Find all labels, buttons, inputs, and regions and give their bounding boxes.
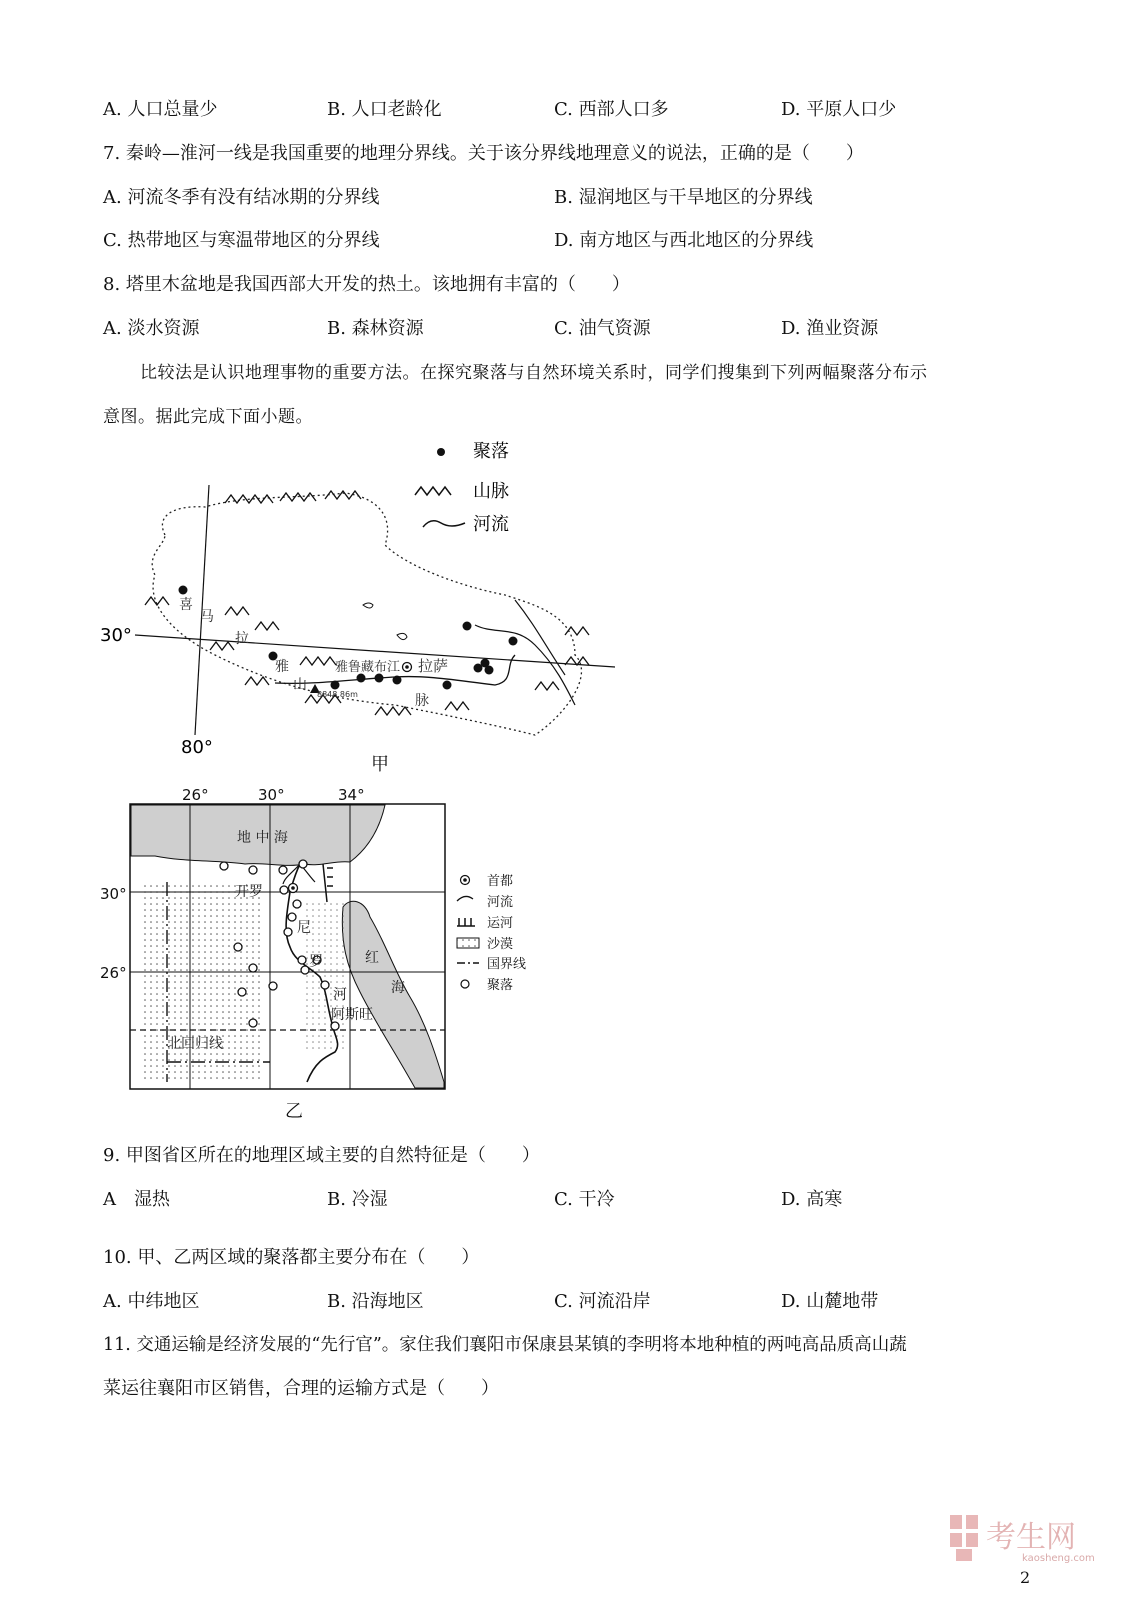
q7-option-d: D. 南方地区与西北地区的分界线	[554, 230, 814, 251]
label-xi: 喜	[179, 597, 193, 613]
q8-option-a: A. 淡水资源	[103, 318, 200, 339]
eastern-river-2	[515, 600, 565, 675]
label-red-2: 海	[391, 980, 405, 996]
legend-river-icon	[423, 521, 465, 527]
lon-80-label: 80°	[181, 737, 213, 758]
q6-option-a: A. 人口总量少	[103, 99, 218, 120]
label-ni: 尼	[297, 920, 311, 936]
legend-river-label: 河流	[473, 514, 509, 535]
map-jia	[95, 435, 615, 775]
lake-1	[363, 603, 373, 608]
q7-option-b: B. 湿润地区与干旱地区的分界线	[554, 187, 813, 208]
legend-mountain-label: 山脉	[473, 481, 509, 502]
label-shan: 山	[293, 677, 307, 693]
svg-text:kaosheng.com: kaosheng.com	[1022, 1553, 1095, 1564]
q8-option-d: D. 渔业资源	[781, 318, 879, 339]
svg-text:运河: 运河	[487, 916, 514, 931]
label-ya: 雅	[275, 659, 289, 675]
map-yi-caption: 乙	[285, 1101, 303, 1122]
svg-text:首都: 首都	[487, 874, 514, 889]
label-cairo: 开罗	[235, 884, 263, 900]
lat-30-label: 30°	[100, 625, 132, 646]
q7-stem: 7. 秦岭—淮河一线是我国重要的地理分界线。关于该分界线地理意义的说法，正确的是（ ）	[103, 143, 864, 164]
q9-option-a: A 湿热	[103, 1189, 170, 1210]
lat-30-yi-label: 30°	[100, 885, 127, 903]
svg-text:河流: 河流	[487, 895, 514, 910]
q10-option-d: D. 山麓地带	[781, 1291, 879, 1312]
tibet-boundary	[152, 493, 581, 735]
legend-settlement-dot	[437, 448, 445, 456]
lon-26-label: 26°	[182, 786, 209, 804]
label-yarlung: 雅鲁藏布江	[335, 660, 401, 675]
q6-option-c: C. 西部人口多	[554, 99, 669, 120]
map-jia-caption: 甲	[371, 754, 389, 775]
kaosheng-logo	[950, 1513, 1120, 1565]
label-lhasa: 拉萨	[418, 657, 449, 675]
svg-text:聚落: 聚落	[487, 978, 514, 993]
q8-stem: 8. 塔里木盆地是我国西部大开发的热土。该地拥有丰富的（ ）	[103, 274, 630, 295]
map-yi-legend	[457, 873, 526, 993]
q9-stem: 9. 甲图省区所在的地理区域主要的自然特征是（ ）	[103, 1145, 540, 1166]
q9-option-b: B. 冷湿	[327, 1189, 388, 1210]
q11-line-2: 菜运往襄阳市区销售，合理的运输方式是（ ）	[103, 1378, 499, 1399]
q11-line-1: 11. 交通运输是经济发展的“先行官”。家住我们襄阳市保康县某镇的李明将本地种植的两吨高品质高山蔬	[103, 1335, 907, 1355]
label-luo: 罗	[309, 954, 323, 970]
q7-option-c: C. 热带地区与寒温带地区的分界线	[103, 230, 380, 251]
lat-26-yi-label: 26°	[100, 964, 127, 982]
label-mai: 脉	[415, 693, 429, 709]
label-la: 拉	[235, 631, 249, 647]
q8-option-c: C. 油气资源	[554, 318, 651, 339]
svg-text:沙漠: 沙漠	[487, 937, 514, 952]
q6-option-d: D. 平原人口少	[781, 99, 897, 120]
q10-option-a: A. 中纬地区	[103, 1291, 200, 1312]
western-desert	[143, 882, 263, 1082]
label-mediterranean: 地 中 海	[237, 830, 288, 846]
legend-settlement-label: 聚落	[473, 441, 509, 462]
q6-option-b: B. 人口老龄化	[327, 99, 442, 120]
label-aswan: 阿斯旺	[331, 1007, 373, 1023]
lon-34-label: 34°	[338, 786, 365, 804]
map-yi	[95, 782, 555, 1122]
page-number: 2	[1020, 1568, 1031, 1587]
q10-option-b: B. 沿海地区	[327, 1291, 424, 1312]
svg-text:考生网: 考生网	[986, 1520, 1076, 1555]
label-red-1: 红	[365, 950, 379, 966]
label-ma: 马	[200, 609, 214, 625]
intro-line-2: 意图。据此完成下面小题。	[103, 407, 313, 427]
label-everest-height: 8848.86m	[317, 690, 358, 699]
q8-option-b: B. 森林资源	[327, 318, 424, 339]
legend-mountain-icon	[415, 487, 451, 495]
q10-stem: 10. 甲、乙两区域的聚落都主要分布在（ ）	[103, 1247, 480, 1268]
q9-option-d: D. 高寒	[781, 1189, 843, 1210]
q7-option-a: A. 河流冬季有没有结冰期的分界线	[103, 187, 380, 208]
label-he: 河	[333, 987, 347, 1003]
intro-line-1: 比较法是认识地理事物的重要方法。在探究聚落与自然环境关系时，同学们搜集到下列两幅聚落分布示	[140, 363, 928, 383]
svg-text:国界线: 国界线	[487, 957, 527, 972]
q10-option-c: C. 河流沿岸	[554, 1291, 651, 1312]
lon-30-label: 30°	[258, 786, 285, 804]
lake-2	[397, 633, 407, 639]
q9-option-c: C. 干冷	[554, 1189, 615, 1210]
label-tropic: 北回归线	[167, 1036, 223, 1052]
eastern-river	[475, 625, 575, 705]
